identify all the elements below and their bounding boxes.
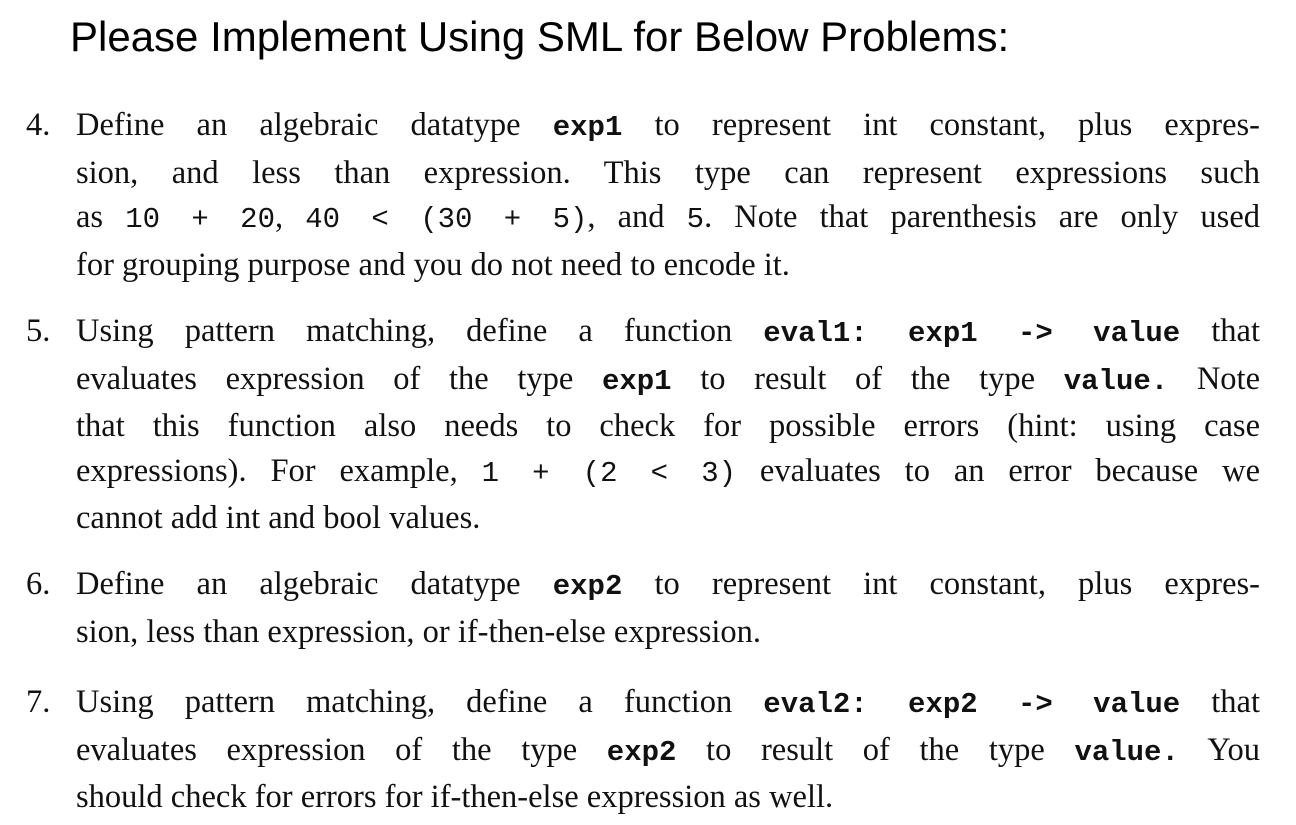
text-run: to represent int constant, plus expres-	[622, 107, 1260, 143]
code-snippet: 5	[686, 203, 705, 236]
text-run: Define an algebraic datatype	[76, 107, 553, 143]
text-run: evaluates expression of the type	[76, 360, 602, 397]
text-run: to result of the type	[676, 731, 1075, 768]
text-run: that	[1180, 313, 1260, 349]
code-snippet: 40 < (30 + 5)	[305, 203, 588, 236]
text-run: for grouping purpose and you do not need to encode it.	[76, 246, 790, 283]
code-snippet: 10 + 20	[125, 203, 275, 236]
code-snippet: exp2	[552, 570, 623, 603]
text-run: Define an algebraic datatype	[76, 566, 553, 602]
problem-text	[76, 309, 1260, 541]
text-run: to result of the type	[671, 360, 1064, 397]
text-run: should check for errors for if-then-else expression as well.	[76, 779, 834, 815]
text-run: sion, less than expression, or if-then-else expression.	[76, 613, 762, 650]
problem-number: 7.	[26, 684, 51, 720]
problem-number: 6.	[26, 566, 51, 602]
text-line	[76, 195, 1260, 243]
page-title: Please Implement Using SML for Below Problems:	[70, 13, 1010, 60]
text-run: to represent int constant, plus expres-	[622, 566, 1260, 602]
text-run: evaluates expression of the type	[76, 731, 607, 768]
code-snippet: value.	[1074, 735, 1179, 769]
text-line	[76, 680, 1260, 728]
problem-text	[76, 103, 1260, 287]
text-run: ,	[274, 199, 306, 235]
text-run: cannot add int and bool values.	[76, 500, 481, 536]
problem-text	[76, 562, 1260, 654]
text-run: expressions). For example,	[76, 452, 482, 489]
text-line	[76, 243, 1260, 288]
code-snippet: eval2: exp2 -> value	[763, 688, 1181, 721]
text-run: Using pattern matching, define a function	[76, 313, 764, 349]
text-run: that	[1180, 684, 1260, 720]
text-line	[76, 562, 1260, 610]
problem-text	[76, 680, 1260, 820]
problem-number: 4.	[26, 107, 51, 143]
problem-number: 5.	[26, 313, 51, 349]
text-run: Using pattern matching, define a function	[76, 684, 764, 720]
text-run: . Note that parenthesis are only used	[704, 199, 1260, 235]
text-line	[76, 610, 1260, 655]
text-run: evaluates to an error because we	[736, 452, 1261, 489]
text-line	[76, 728, 1260, 776]
code-snippet: eval1: exp1 -> value	[763, 317, 1181, 350]
text-line	[76, 309, 1260, 357]
code-snippet: value.	[1063, 364, 1169, 398]
code-snippet: exp1	[601, 364, 672, 398]
text-line	[76, 151, 1260, 196]
text-run: as	[76, 199, 126, 235]
problem-7	[26, 680, 1260, 820]
text-run: You	[1178, 731, 1261, 768]
text-line	[76, 449, 1260, 497]
text-line	[76, 496, 1260, 541]
text-line	[76, 404, 1260, 449]
code-snippet: exp2	[606, 735, 677, 769]
text-line	[76, 103, 1260, 151]
code-snippet: exp1	[552, 111, 623, 144]
text-run: sion, and less than expression. This type can represent expressions such	[76, 154, 1260, 191]
problem-6	[26, 562, 1260, 654]
code-snippet: 1 + (2 < 3)	[481, 456, 737, 490]
problem-4	[26, 103, 1260, 287]
problem-5	[26, 309, 1260, 541]
text-run: Note	[1168, 360, 1260, 397]
text-run: that this function also needs to check for possible errors (hint: using case	[76, 408, 1260, 444]
text-line	[76, 357, 1260, 405]
text-run: , and	[587, 199, 687, 235]
text-line	[76, 775, 1260, 820]
